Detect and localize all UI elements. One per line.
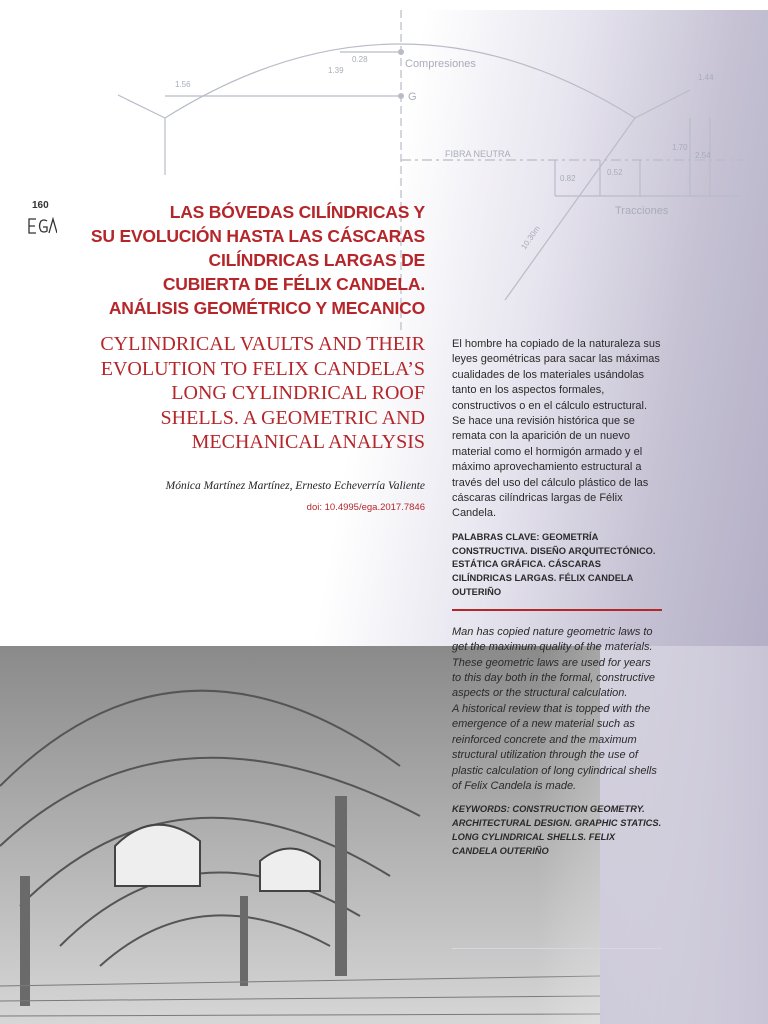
dim-028: 0.28 [352, 55, 368, 64]
right-overhang [635, 90, 690, 118]
doi-link[interactable]: doi: 10.4995/ega.2017.7846 [306, 502, 425, 513]
shell-arc [165, 44, 635, 118]
ega-logo [27, 216, 57, 236]
abstract-es-paragraph: El hombre ha copiado de la naturaleza sus leyes geométricas para sacar las máximas cualidades de los materiales usándolas tanto en los aspectos formales, constructivos o en el cálculo estructural. [452, 338, 661, 412]
dim-156: 1.56 [175, 80, 191, 89]
page-number: 160 [32, 200, 49, 211]
label-fibra-neutra: FIBRA NEUTRA [445, 149, 511, 159]
compression-point [398, 49, 404, 55]
abstract-en-paragraph: Man has copied nature geometric laws to get the maximum quality of the materials. These geometric laws are used for years to this day both in the formal, constructive aspects or the structural calculation. [452, 625, 655, 700]
title-es-line: ANÁLISIS GEOMÉTRICO Y MECANICO [108, 298, 425, 318]
dim-052: 0.52 [607, 168, 623, 177]
title-es-line: LAS BÓVEDAS CILÍNDRICAS Y [169, 202, 425, 222]
dim-082: 0.82 [560, 174, 576, 183]
dim-254: 2.54 [695, 151, 711, 160]
abstract-en-paragraph: A historical review that is topped with the emergence of a new material such as reinforced concrete and the maximum structural utilization through the use of plastic calculation of long cylindrical shells of Felix Candela is made. [452, 702, 657, 792]
keywords-english: KEYWORDS: CONSTRUCTION GEOMETRY. ARCHITECTURAL DESIGN. GRAPHIC STATICS. LONG CYLINDRICAL SHELLS. FELIX CANDELA OUTERIÑO [452, 804, 662, 856]
dim-139: 1.39 [328, 66, 344, 75]
section-divider [452, 609, 662, 611]
title-en-line: CYLINDRICAL VAULTS AND THEIR [100, 333, 425, 355]
title-es-line: CUBIERTA DE FÉLIX CANDELA. [162, 274, 425, 294]
dim-top-right: 1.44 [698, 73, 714, 82]
title-en-line: SHELLS. A GEOMETRIC AND [160, 406, 425, 429]
title-en-line: LONG CYLINDRICAL ROOF [171, 382, 425, 404]
dim-radius: 10.30m [519, 224, 542, 252]
title-es-line: SU EVOLUCIÓN HASTA LAS CÁSCARAS [90, 226, 425, 246]
left-overhang [118, 95, 165, 118]
label-g: G [408, 91, 417, 103]
title-en-line: EVOLUTION TO FELIX CANDELA’S [100, 357, 425, 380]
label-tracciones: Tracciones [615, 205, 669, 217]
title-es-line: CILÍNDRICAS LARGAS DE [208, 250, 425, 270]
abstract-spanish [452, 337, 662, 522]
authors: Mónica Martínez Martínez, Ernesto Echeverría Valiente [165, 480, 425, 492]
abstract-english [452, 625, 662, 794]
end-rule [452, 948, 662, 949]
title-english [60, 332, 425, 455]
dim-170: 1.70 [672, 143, 688, 152]
label-compresiones: Compresiones [405, 58, 476, 70]
centroid-point [398, 93, 404, 99]
abstract-column [452, 337, 662, 859]
keywords-spanish: PALABRAS CLAVE: GEOMETRÍA CONSTRUCTIVA. DISEÑO ARQUITECTÓNICO. ESTÁTICA GRÁFICA. CÁSCARAS CILÍNDRICAS LARGAS. FÉLIX CANDELA OUTERIÑO [452, 531, 656, 598]
title-spanish [80, 200, 425, 320]
title-en-line: MECHANICAL ANALYSIS [191, 431, 425, 453]
abstract-es-paragraph: Se hace una revisión histórica que se remata con la aparición de un nuevo material como el hormigón armado y el máximo aprovechamiento estructural a través del uso del cálculo plástico de las cáscaras cilíndricas largas de Félix Candela. [452, 415, 649, 520]
